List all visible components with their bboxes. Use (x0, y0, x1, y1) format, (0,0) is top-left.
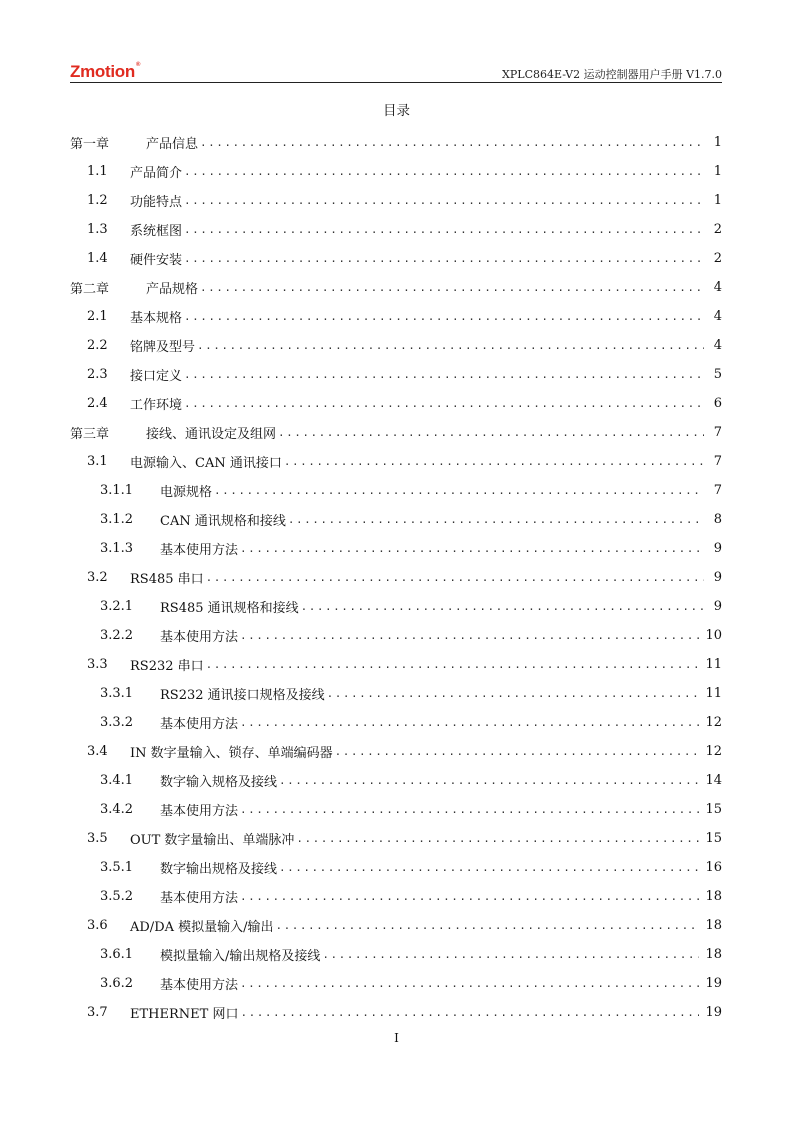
toc-entry-page: 9 (713, 541, 722, 556)
toc-entry[interactable] (70, 244, 722, 273)
toc-entry-page: 15 (705, 802, 722, 817)
toc-entry-page: 14 (705, 773, 722, 788)
toc-entry-page: 4 (713, 280, 722, 295)
toc-entry-page: 10 (705, 628, 722, 643)
toc-entry-title: 铭牌及型号 (130, 340, 196, 355)
toc-entry-number: 1.4 (87, 251, 108, 266)
toc-dot-leader (335, 745, 700, 758)
toc-entry-number: 3.7 (87, 1005, 108, 1020)
toc-entry-number: 3.5.1 (100, 860, 134, 875)
toc-entry[interactable] (70, 505, 722, 534)
toc-entry-page: 15 (705, 831, 722, 846)
toc-entry[interactable] (70, 215, 722, 244)
toc-entry-page: 11 (705, 657, 722, 672)
toc-entry[interactable] (70, 128, 722, 157)
toc-entry[interactable] (70, 853, 722, 882)
toc-dot-leader (184, 368, 704, 381)
toc-entry-page: 19 (705, 976, 722, 991)
toc-entry-title: 系统框图 (130, 224, 183, 239)
toc-dot-leader (197, 339, 704, 352)
toc-entry-number: 第二章 (70, 282, 110, 297)
toc-dot-leader (240, 629, 699, 642)
toc-entry-page: 5 (713, 367, 722, 382)
toc-dot-leader (301, 600, 704, 613)
toc-entry-page: 2 (713, 222, 722, 237)
toc-entry-title: 电源规格 (160, 485, 213, 500)
toc-entry-title: IN 数字量输入、锁存、单端编码器 (130, 746, 333, 761)
toc-entry-page: 18 (705, 889, 722, 904)
toc-entry-number: 3.5.2 (100, 889, 134, 904)
toc-entry-number: 第三章 (70, 427, 110, 442)
toc-entry[interactable] (70, 331, 722, 360)
toc-entry-number: 3.4.2 (100, 802, 134, 817)
toc-entry[interactable] (70, 679, 722, 708)
table-of-contents (70, 128, 722, 1027)
toc-entry-number: 3.3.2 (100, 715, 134, 730)
toc-entry-page: 7 (713, 454, 722, 469)
toc-entry-page: 2 (713, 251, 722, 266)
toc-entry-page: 1 (713, 135, 722, 150)
toc-entry[interactable] (70, 186, 722, 215)
toc-entry-title: 接口定义 (130, 369, 183, 384)
toc-entry-number: 3.6.1 (100, 947, 134, 962)
toc-entry-number: 第一章 (70, 137, 110, 152)
toc-entry[interactable] (70, 621, 722, 650)
toc-dot-leader (184, 310, 704, 323)
toc-dot-leader (200, 281, 704, 294)
toc-entry-title: 基本规格 (130, 311, 183, 326)
toc-entry-page: 4 (713, 309, 722, 324)
toc-entry-number: 3.3.1 (100, 686, 134, 701)
toc-entry-number: 3.2 (87, 570, 108, 585)
toc-entry[interactable] (70, 476, 722, 505)
toc-entry-title: RS232 串口 (130, 659, 204, 674)
toc-dot-leader (279, 861, 699, 874)
toc-entry-title: ETHERNET 网口 (130, 1007, 239, 1022)
toc-entry-title: 基本使用方法 (160, 717, 239, 732)
toc-entry-number: 3.4.1 (100, 773, 134, 788)
toc-dot-leader (288, 513, 704, 526)
toc-entry-title: 工作环境 (130, 398, 183, 413)
toc-entry[interactable] (70, 592, 722, 621)
toc-entry-title: 产品规格 (146, 282, 199, 297)
toc-entry[interactable] (70, 824, 722, 853)
toc-entry-number: 3.5 (87, 831, 108, 846)
toc-entry-number: 3.3 (87, 657, 108, 672)
toc-dot-leader (322, 948, 699, 961)
toc-entry[interactable] (70, 795, 722, 824)
toc-entry-title: 硬件安装 (130, 253, 183, 268)
zmotion-logo (70, 62, 140, 82)
toc-entry-title: 模拟量输入/输出规格及接线 (160, 949, 321, 964)
toc-entry-number: 3.1.1 (100, 483, 134, 498)
toc-dot-leader (284, 455, 704, 468)
toc-dot-leader (278, 426, 704, 439)
toc-entry-number: 3.1.3 (100, 541, 134, 556)
toc-entry-page: 16 (705, 860, 722, 875)
toc-dot-leader (240, 803, 699, 816)
toc-entry-page: 9 (713, 599, 722, 614)
toc-entry-title: 数字输出规格及接线 (160, 862, 278, 877)
toc-entry-page: 6 (713, 396, 722, 411)
toc-entry-title: 基本使用方法 (160, 804, 239, 819)
toc-dot-leader (240, 977, 699, 990)
toc-dot-leader (240, 716, 699, 729)
toc-dot-leader (214, 484, 704, 497)
toc-entry-number: 1.1 (87, 164, 108, 179)
toc-dot-leader (184, 223, 704, 236)
toc-entry-page: 7 (713, 425, 722, 440)
toc-entry-number: 1.3 (87, 222, 108, 237)
page-number: I (394, 1031, 399, 1045)
toc-entry[interactable] (70, 882, 722, 911)
toc-dot-leader (240, 542, 704, 555)
toc-entry-title: CAN 通讯规格和接线 (160, 514, 286, 529)
toc-entry-title: 基本使用方法 (160, 891, 239, 906)
toc-entry[interactable] (70, 447, 722, 476)
toc-entry-number: 3.1 (87, 454, 108, 469)
toc-dot-leader (184, 397, 704, 410)
page-header (70, 62, 722, 82)
toc-entry[interactable] (70, 157, 722, 186)
logo-text: Zmotion (70, 62, 135, 81)
toc-entry[interactable] (70, 766, 722, 795)
toc-dot-leader (184, 252, 704, 265)
toc-dot-leader (206, 571, 704, 584)
toc-dot-leader (200, 136, 704, 149)
toc-dot-leader (184, 194, 704, 207)
document-title: XPLC864E-V2 运动控制器用户手册 V1.7.0 (502, 68, 722, 81)
toc-entry-number: 2.4 (87, 396, 108, 411)
toc-entry[interactable] (70, 650, 722, 679)
toc-entry-page: 8 (713, 512, 722, 527)
toc-entry-title: OUT 数字量输出、单端脉冲 (130, 833, 295, 848)
toc-entry[interactable] (70, 418, 722, 447)
toc-entry-number: 2.1 (87, 309, 108, 324)
toc-entry[interactable] (70, 534, 722, 563)
toc-entry-title: 功能特点 (130, 195, 183, 210)
toc-entry-number: 3.1.2 (100, 512, 134, 527)
toc-entry-number: 3.4 (87, 744, 108, 759)
toc-dot-leader (276, 919, 700, 932)
toc-entry-title: 接线、通讯设定及组网 (146, 427, 277, 442)
toc-entry-title: 基本使用方法 (160, 630, 239, 645)
toc-entry-number: 2.2 (87, 338, 108, 353)
toc-entry-title: 产品简介 (130, 166, 183, 181)
toc-dot-leader (279, 774, 699, 787)
toc-entry-page: 9 (713, 570, 722, 585)
toc-entry-page: 12 (705, 715, 722, 730)
toc-entry-number: 3.6.2 (100, 976, 134, 991)
toc-entry-title: 电源输入、CAN 通讯接口 (130, 456, 282, 471)
toc-entry-page: 12 (705, 744, 722, 759)
toc-dot-leader (296, 832, 699, 845)
toc-entry-title: RS485 串口 (130, 572, 204, 587)
toc-entry-number: 3.2.1 (100, 599, 134, 614)
toc-entry-title: 产品信息 (146, 137, 199, 152)
toc-entry-title: RS485 通讯规格和接线 (160, 601, 299, 616)
toc-entry[interactable] (70, 302, 722, 331)
toc-entry-title: 基本使用方法 (160, 978, 239, 993)
toc-heading: 目录 (383, 103, 410, 119)
toc-entry[interactable] (70, 737, 722, 766)
toc-entry-page: 4 (713, 338, 722, 353)
toc-entry[interactable] (70, 360, 722, 389)
header-divider (70, 82, 722, 83)
toc-dot-leader (240, 1006, 699, 1019)
toc-entry[interactable] (70, 911, 722, 940)
toc-entry-page: 1 (713, 164, 722, 179)
toc-entry-page: 11 (705, 686, 722, 701)
toc-entry-page: 19 (705, 1005, 722, 1020)
toc-entry[interactable] (70, 708, 722, 737)
toc-entry[interactable] (70, 969, 722, 998)
toc-entry-number: 1.2 (87, 193, 108, 208)
toc-entry-title: 数字输入规格及接线 (160, 775, 278, 790)
toc-entry[interactable] (70, 998, 722, 1027)
toc-entry-page: 18 (705, 918, 722, 933)
toc-entry-title: RS232 通讯接口规格及接线 (160, 688, 325, 703)
toc-entry-number: 3.2.2 (100, 628, 134, 643)
toc-entry-number: 3.6 (87, 918, 108, 933)
toc-entry-title: AD/DA 模拟量输入/输出 (130, 920, 274, 935)
toc-entry-page: 18 (705, 947, 722, 962)
toc-dot-leader (327, 687, 700, 700)
toc-entry-page: 1 (713, 193, 722, 208)
toc-dot-leader (240, 890, 699, 903)
toc-entry[interactable] (70, 389, 722, 418)
toc-entry-page: 7 (713, 483, 722, 498)
toc-entry[interactable] (70, 563, 722, 592)
toc-entry[interactable] (70, 940, 722, 969)
toc-dot-leader (206, 658, 700, 671)
toc-entry-number: 2.3 (87, 367, 108, 382)
toc-dot-leader (184, 165, 704, 178)
registered-mark: ® (135, 62, 141, 68)
toc-entry[interactable] (70, 273, 722, 302)
toc-entry-title: 基本使用方法 (160, 543, 239, 558)
